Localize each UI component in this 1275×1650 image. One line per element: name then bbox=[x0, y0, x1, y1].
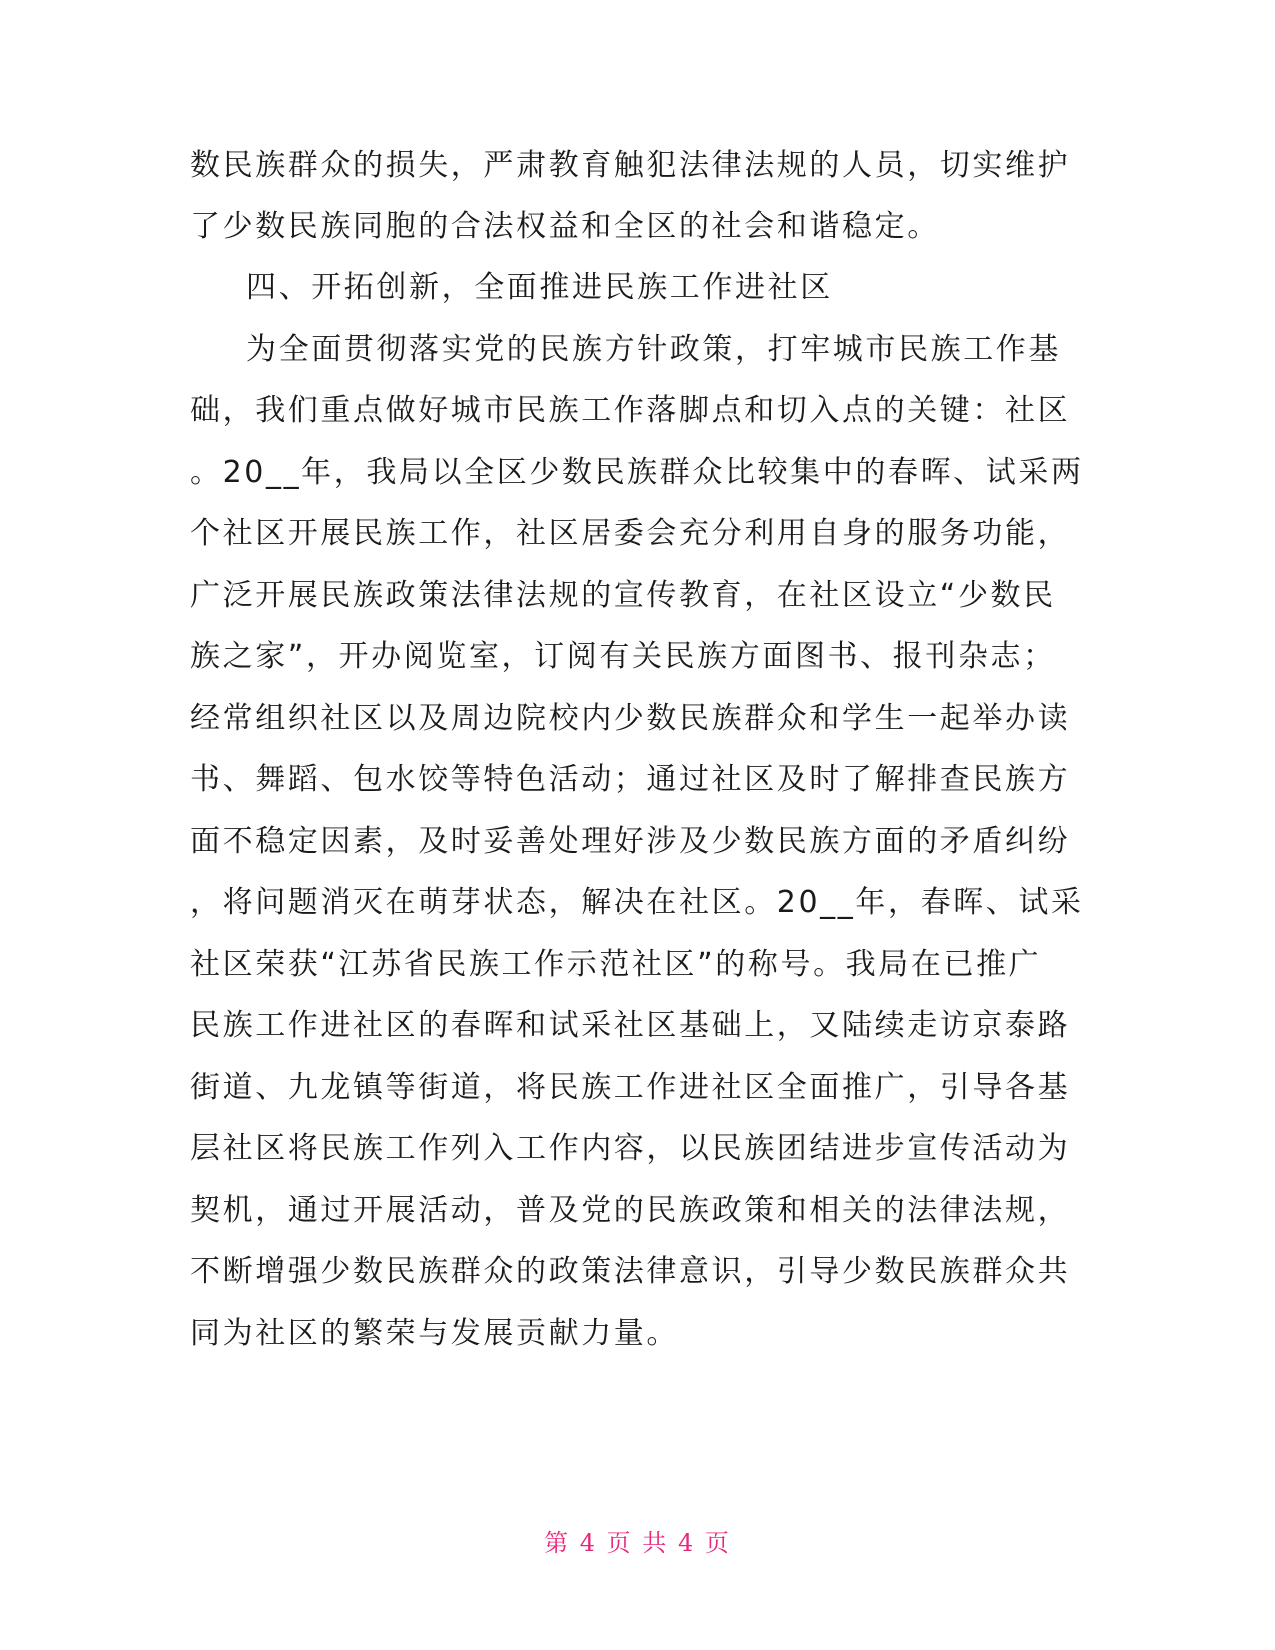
body-line: 同为社区的繁荣与发展贡献力量。 bbox=[190, 1316, 679, 1351]
body-line: 。20__年，我局以全区少数民族群众比较集中的春晖、试采两 bbox=[190, 455, 1084, 490]
body-line: 数民族群众的损失，严肃教育触犯法律法规的人员，切实维护 bbox=[190, 148, 1071, 183]
body-line: 不断增强少数民族群众的政策法律意识，引导少数民族群众共 bbox=[190, 1254, 1071, 1289]
page-number-footer: 第 4 页 共 4 页 bbox=[544, 1529, 731, 1557]
body-line: 层社区将民族工作列入工作内容，以民族团结进步宣传活动为 bbox=[190, 1131, 1071, 1166]
body-line: 街道、九龙镇等街道，将民族工作进社区全面推广，引导各基 bbox=[190, 1070, 1071, 1105]
body-line: ，将问题消灭在萌芽状态，解决在社区。20__年，春晖、试采 bbox=[190, 885, 1084, 920]
body-line: 民族工作进社区的春晖和试采社区基础上，又陆续走访京泰路 bbox=[190, 1008, 1071, 1043]
section-heading: 四、开拓创新，全面推进民族工作进社区 bbox=[246, 270, 833, 305]
body-line: 为全面贯彻落实党的民族方针政策，打牢城市民族工作基 bbox=[246, 332, 1061, 367]
body-line: 经常组织社区以及周边院校内少数民族群众和学生一起举办读 bbox=[190, 701, 1071, 736]
body-line: 社区荣获“江苏省民族工作示范社区”的称号。我局在已推广 bbox=[190, 947, 1042, 982]
body-line: 书、舞蹈、包水饺等特色活动；通过社区及时了解排查民族方 bbox=[190, 762, 1071, 797]
body-line: 个社区开展民族工作，社区居委会充分利用自身的服务功能， bbox=[190, 516, 1071, 551]
body-line: 面不稳定因素，及时妥善处理好涉及少数民族方面的矛盾纠纷 bbox=[190, 824, 1071, 859]
body-line: 广泛开展民族政策法律法规的宣传教育，在社区设立“少数民 bbox=[190, 578, 1056, 613]
body-line: 族之家”，开办阅览室，订阅有关民族方面图书、报刊杂志； bbox=[190, 639, 1056, 674]
body-line: 础，我们重点做好城市民族工作落脚点和切入点的关键：社区 bbox=[190, 393, 1071, 428]
body-line: 契机，通过开展活动，普及党的民族政策和相关的法律法规， bbox=[190, 1193, 1071, 1228]
body-line: 了少数民族同胞的合法权益和全区的社会和谐稳定。 bbox=[190, 209, 940, 244]
